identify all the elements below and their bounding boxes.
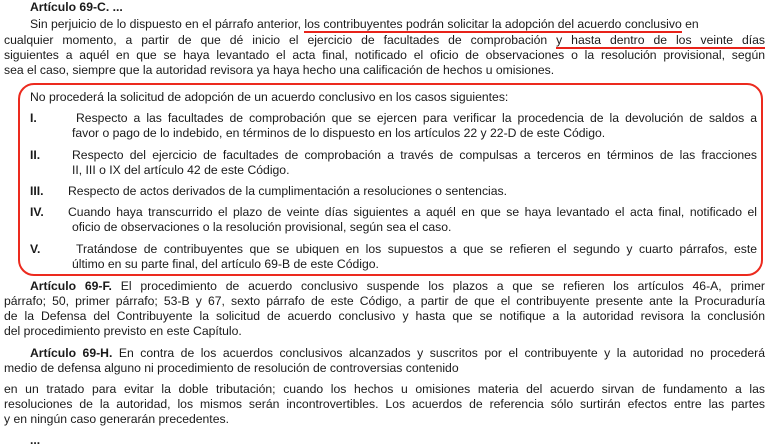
text: En contra de los acuerdos conclusivos alcanzados y suscritos por el contribuyente y la autoridad no procederá: [112, 346, 765, 360]
article-69c-heading: Artículo 69-C. ...: [30, 0, 123, 14]
article-69f-line-3: de la Defensa del Contribuyente la solicitud de acuerdo conclusivo y hasta que se notifique a la autoridad revisora la conclusión: [4, 309, 765, 323]
article-69c-line-3: siguientes a aquél en que se haya levantado el acta final, notificado el oficio de observaciones o la resolución provisional, según: [4, 48, 765, 62]
text: en: [681, 17, 699, 31]
item-number-iv: IV.: [30, 205, 44, 219]
item-number-iii: III.: [30, 184, 44, 198]
article-69c-line-4: sea el caso, siempre que la autoridad revisora ya haya hecho una calificación de hechos u omisiones.: [4, 63, 555, 77]
box-intro: No procederá la solicitud de adopción de un acuerdo conclusivo en los casos siguientes:: [30, 90, 509, 104]
article-69f-heading: Artículo 69-F.: [30, 279, 112, 293]
article-69h-heading: Artículo 69-H.: [30, 346, 113, 360]
underlined-phrase-solicitar-acuerdo: los contribuyentes podrán solicitar la adopción del acuerdo conclusivo: [304, 17, 682, 31]
item-ii-line-1: Respecto del ejercicio de facultades de comprobación a través de compulsas a terceros en términos de las fracciones: [72, 148, 757, 162]
item-iii-line-1: Respecto de actos derivados de la cumplimentación a resoluciones o sentencias.: [68, 184, 507, 198]
item-i-line-1: Respecto a las facultades de comprobación que se ejercen para verificar la procedencia de la devolución de saldos a: [76, 111, 757, 125]
item-iv-line-2: oficio de observaciones o la resolución provisional, según sea el caso.: [72, 220, 452, 234]
text: El procedimiento de acuerdo conclusivo suspende los plazos a que se refieren los artículos 46-A, primer: [111, 279, 765, 293]
text: Sin perjuicio de lo dispuesto en el párrafo anterior,: [30, 17, 305, 31]
article-69h-line-5: y en ningún caso generarán precedentes.: [4, 412, 229, 426]
item-number-i: I.: [30, 111, 37, 125]
article-69f-line-4: del procedimiento previsto en este Capítulo.: [4, 324, 242, 338]
article-69h-line-2: medio de defensa alguno ni procedimiento de resolución de controversias contenido: [4, 361, 459, 375]
item-v-line-1: Tratándose de contribuyentes que se ubiquen en los supuestos a que se refieren el segundo y cuarto párrafos, este: [76, 242, 757, 256]
underlined-phrase-veinte-dias: y hasta dentro de los veinte días: [556, 33, 766, 47]
item-number-ii: II.: [30, 148, 41, 162]
article-69c-line-2: [4, 33, 765, 47]
item-v-line-2: último en su parte final, del artículo 69-B de este Código.: [72, 257, 379, 271]
article-69f-line-2: párrafo; 50, primer párrafo; 53-B y 67, sexto párrafo de este Código, a partir de que el contribuyente presente ante la Procuraduría: [4, 294, 765, 308]
item-ii-line-2: II, III o IX del artículo 42 de este Código.: [72, 163, 290, 177]
item-iv-line-1: Cuando haya transcurrido el plazo de veinte días siguientes a aquél en que se haya levantado el acta final, notificado el: [68, 205, 757, 219]
article-69h-line-4: resoluciones de la autoridad, los mismos serán incontrovertibles. Los acuerdos de referencia sólo surtirán efectos entre las partes: [4, 397, 765, 411]
item-number-v: V.: [30, 242, 41, 256]
text: cualquier momento, a partir de que dé inicio el ejercicio de facultades de comprobación: [4, 33, 557, 47]
article-69f-line-1: [30, 279, 765, 293]
article-69h-line-3: en un tratado para evitar la doble tributación; cuando los hechos u omisiones materia del acuerdo sirvan de fundamento a las: [4, 382, 765, 396]
article-69c-line-1: [30, 17, 765, 31]
item-i-line-2: favor o pago de lo indebido, en términos de lo dispuesto en los artículos 22 y 22-D de este Código.: [72, 126, 606, 140]
article-69h-line-1: [30, 346, 765, 360]
ellipsis: ...: [30, 433, 41, 447]
